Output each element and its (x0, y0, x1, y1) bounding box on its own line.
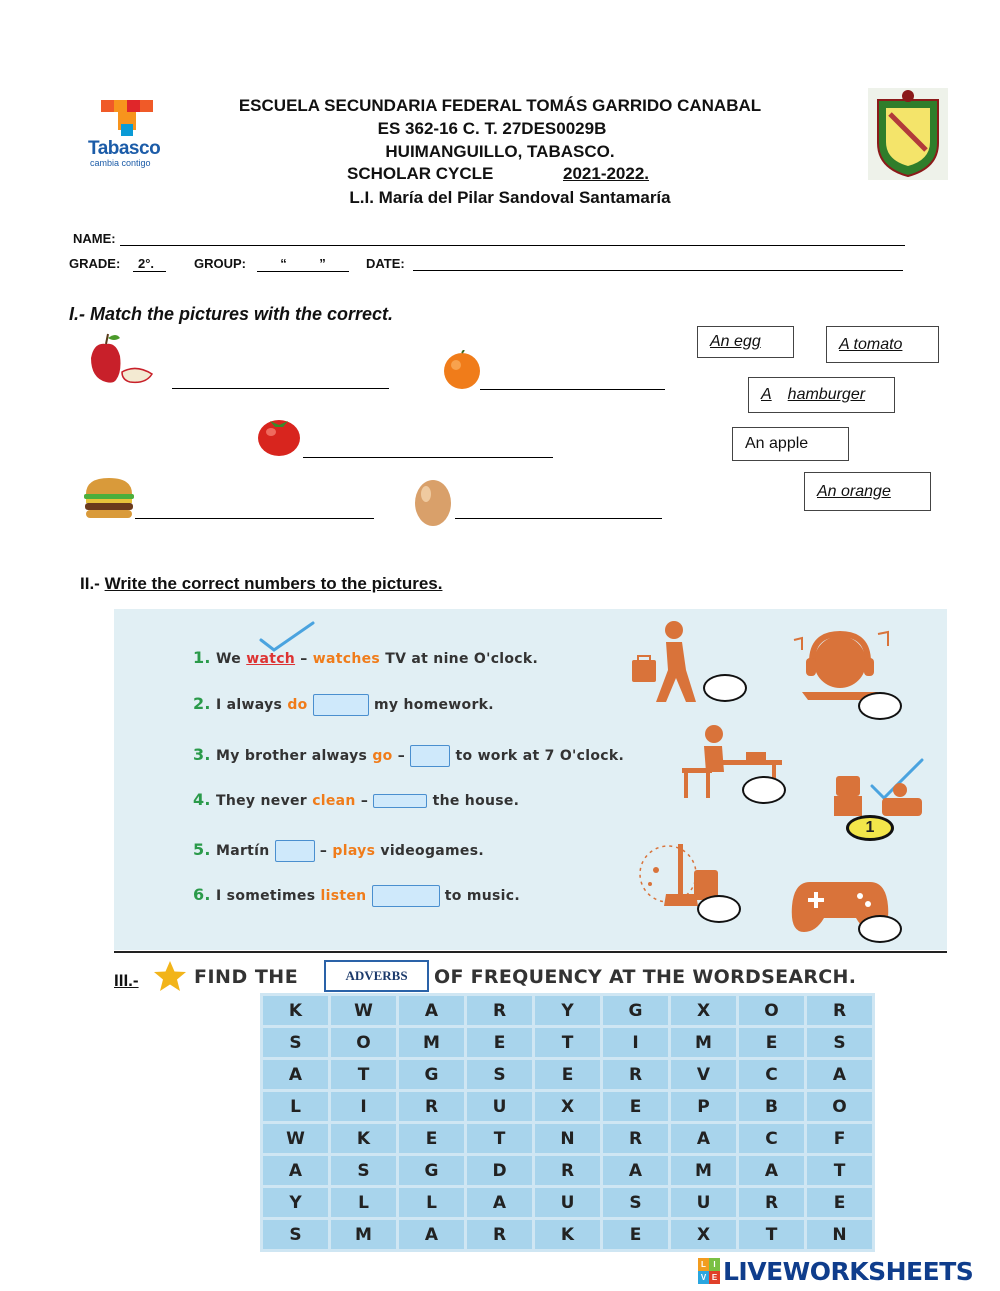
verb-base: clean (312, 793, 356, 809)
teacher-name: L.I. María del Pilar Sandoval Santamaría (349, 188, 671, 207)
wordsearch-cell[interactable]: S (807, 1028, 872, 1057)
sentence-3 (193, 745, 624, 767)
sentence-text: my homework. (373, 697, 494, 713)
wordsearch-cell[interactable]: R (399, 1092, 464, 1121)
wordsearch-cell[interactable]: N (535, 1124, 600, 1153)
section3-text-a: FIND THE (194, 966, 299, 988)
wordsearch-cell[interactable]: G (399, 1156, 464, 1185)
verb-base: do (287, 697, 308, 713)
wordsearch-cell[interactable]: R (535, 1156, 600, 1185)
logo-tagline: cambia contigo (90, 158, 151, 168)
sentence-text: to music. (444, 888, 520, 904)
name-field[interactable] (120, 245, 905, 246)
wordsearch-cell[interactable]: X (535, 1092, 600, 1121)
verb-input[interactable] (410, 745, 450, 767)
verb-base: go (372, 748, 393, 764)
verb-input[interactable] (313, 694, 369, 716)
date-field[interactable] (413, 270, 903, 271)
sentence-5 (193, 840, 484, 862)
sentence-text: Martín (216, 843, 270, 859)
answer-line-tomato[interactable] (303, 457, 553, 458)
group-label: GROUP: (194, 256, 246, 271)
listening-music-icon (792, 630, 892, 700)
answer-oval-cleaning[interactable] (697, 895, 741, 923)
sentence-number: 5. (193, 840, 211, 859)
verb-answer: plays (332, 843, 376, 859)
wordsearch-cell[interactable]: I (603, 1028, 668, 1057)
wordsearch-cell[interactable]: S (263, 1220, 328, 1249)
wordsearch-cell[interactable]: E (535, 1060, 600, 1089)
wordsearch-cell[interactable]: X (671, 1220, 736, 1249)
wordsearch-cell[interactable]: Y (535, 996, 600, 1025)
sentence-number: 1. (193, 648, 211, 667)
wordsearch-row (263, 1188, 872, 1217)
tomato-picture (256, 413, 302, 457)
option-text: A tomato (839, 335, 903, 353)
wordsearch-cell[interactable]: V (671, 1060, 736, 1089)
cycle-label: SCHOLAR CYCLE (347, 164, 494, 183)
wordsearch-cell[interactable]: K (331, 1124, 396, 1153)
answer-oval-homework[interactable] (742, 776, 786, 804)
apple-picture (86, 332, 158, 386)
wordsearch-cell[interactable]: S (467, 1060, 532, 1089)
grade-label: GRADE: (69, 256, 121, 271)
verb-answer: watches (312, 651, 381, 667)
sentence-text: I always (216, 697, 283, 713)
sentence-text: My brother always (216, 748, 368, 764)
verb-input[interactable] (373, 794, 427, 808)
wordsearch-grid (260, 993, 875, 1252)
sentence-text: videogames. (380, 843, 484, 859)
wordsearch-cell[interactable]: S (331, 1156, 396, 1185)
sentence-6 (193, 885, 520, 907)
logo-name: Tabasco (88, 138, 161, 159)
orange-picture (442, 350, 482, 390)
brand-name: LIVEWORKSHEETS (723, 1256, 974, 1286)
wordsearch-cell[interactable]: C (739, 1060, 804, 1089)
wordsearch-cell[interactable]: G (399, 1060, 464, 1089)
sentence-text: to work at 7 O'clock. (455, 748, 625, 764)
answer-line-hamburger[interactable] (135, 518, 374, 519)
option-an-egg[interactable] (697, 326, 794, 358)
wordsearch-cell[interactable]: A (399, 996, 464, 1025)
wordsearch-cell[interactable]: M (331, 1220, 396, 1249)
school-crest (868, 88, 948, 180)
wordsearch-cell[interactable]: T (331, 1060, 396, 1089)
wordsearch-cell[interactable]: U (671, 1188, 736, 1217)
wordsearch-row (263, 1028, 872, 1057)
wordsearch-cell[interactable]: S (263, 1028, 328, 1057)
date-label: DATE: (366, 256, 405, 271)
walking-to-work-icon (628, 620, 708, 705)
wordsearch-cell[interactable]: R (739, 1188, 804, 1217)
sentence-number: 4. (193, 790, 211, 809)
watching-tv-icon (832, 752, 928, 822)
wordsearch-cell[interactable]: T (535, 1028, 600, 1057)
wordsearch-cell[interactable]: A (603, 1156, 668, 1185)
grade-value[interactable]: 2°. (133, 256, 166, 272)
section2-title: Write the correct numbers to the pictures. (104, 574, 443, 593)
section3-prefix: III.- (114, 971, 139, 990)
wordsearch-cell[interactable]: A (263, 1060, 328, 1089)
wordsearch-cell[interactable]: W (263, 1124, 328, 1153)
answer-oval-videogames[interactable] (858, 915, 902, 943)
answer-line-egg[interactable] (455, 518, 662, 519)
wordsearch-cell[interactable]: T (467, 1124, 532, 1153)
option-an-orange[interactable] (804, 472, 931, 511)
wordsearch-cell[interactable]: N (807, 1220, 872, 1249)
wordsearch-cell[interactable]: U (467, 1092, 532, 1121)
verb-input[interactable] (275, 840, 315, 862)
school-code: ES 362-16 C. T. 27DES0029B (377, 119, 607, 138)
wordsearch-cell[interactable]: A (671, 1124, 736, 1153)
name-label: NAME: (73, 231, 116, 246)
answer-oval-music[interactable] (858, 692, 902, 720)
wordsearch-cell[interactable]: G (603, 996, 668, 1025)
wordsearch-cell[interactable]: S (603, 1188, 668, 1217)
wordsearch-cell[interactable]: R (807, 996, 872, 1025)
wordsearch-cell[interactable]: R (467, 996, 532, 1025)
wordsearch-cell[interactable]: E (739, 1028, 804, 1057)
sentence-text: the house. (432, 793, 520, 809)
wordsearch-row (263, 1220, 872, 1249)
sentence-2 (193, 694, 494, 716)
section1-title: I.- Match the pictures with the correct. (69, 304, 394, 324)
egg-picture (412, 476, 454, 528)
wordsearch-cell[interactable]: C (739, 1124, 804, 1153)
badge-cell: I (709, 1258, 720, 1271)
wordsearch-cell[interactable]: T (807, 1156, 872, 1185)
school-name: ESCUELA SECUNDARIA FEDERAL TOMÁS GARRIDO CANABAL (238, 96, 762, 115)
dash: – (319, 843, 328, 859)
sentence-text: TV at nine O'clock. (385, 651, 539, 667)
school-location: HUIMANGUILLO, TABASCO. (385, 142, 615, 161)
star-icon (152, 960, 188, 992)
wordsearch-cell[interactable]: R (603, 1060, 668, 1089)
adverbs-label: ADVERBS (345, 968, 408, 983)
sentence-number: 6. (193, 885, 211, 904)
wordsearch-cell[interactable]: M (671, 1028, 736, 1057)
option-a-hamburger[interactable] (748, 377, 895, 413)
sentence-number: 3. (193, 745, 211, 764)
wordsearch-cell[interactable]: K (535, 1220, 600, 1249)
wordsearch-cell[interactable]: P (671, 1092, 736, 1121)
tomato-icon (256, 413, 302, 457)
wordsearch-cell[interactable]: R (467, 1220, 532, 1249)
hamburger-icon (80, 474, 138, 522)
cycle-value: 2021-2022. (563, 164, 650, 183)
sentence-text: I sometimes (216, 888, 316, 904)
sentence-text: We (216, 651, 242, 667)
wordsearch-cell[interactable]: B (739, 1092, 804, 1121)
crest-icon (868, 88, 948, 180)
wordsearch-cell[interactable]: I (331, 1092, 396, 1121)
wordsearch-row (263, 996, 872, 1025)
wordsearch-cell[interactable]: F (807, 1124, 872, 1153)
section2-heading (80, 574, 442, 594)
wordsearch-cell[interactable]: Y (263, 1188, 328, 1217)
answer-oval-work[interactable] (703, 674, 747, 702)
example-badge-number: 1 (865, 819, 875, 836)
wordsearch-row (263, 1060, 872, 1089)
wordsearch-cell[interactable]: L (263, 1092, 328, 1121)
dash: – (397, 748, 406, 764)
wordsearch-cell[interactable]: E (399, 1124, 464, 1153)
adverbs-box (324, 960, 429, 992)
wordsearch-cell[interactable]: E (807, 1188, 872, 1217)
verb-base: listen (320, 888, 367, 904)
badge-cell: L (698, 1258, 709, 1271)
wordsearch-cell[interactable]: A (399, 1220, 464, 1249)
liveworksheets-logo (698, 1257, 973, 1285)
wordsearch-cell[interactable]: K (263, 996, 328, 1025)
dash: – (360, 793, 369, 809)
hamburger-picture (80, 474, 138, 522)
badge-cell: V (698, 1271, 709, 1284)
wordsearch-row (263, 1156, 872, 1185)
sentence-4 (193, 790, 519, 809)
badge-cell: E (709, 1271, 720, 1284)
wordsearch-cell[interactable]: E (603, 1220, 668, 1249)
option-text: An egg (710, 333, 761, 350)
wordsearch-row (263, 1124, 872, 1153)
verb-base: watch (246, 651, 296, 667)
wordsearch-cell[interactable]: L (331, 1188, 396, 1217)
option-text: An apple (745, 435, 809, 452)
apple-icon (86, 332, 158, 386)
live-badge (698, 1258, 720, 1284)
wordsearch-cell[interactable]: E (603, 1092, 668, 1121)
wordsearch-cell[interactable]: M (399, 1028, 464, 1057)
wordsearch-cell[interactable]: U (535, 1188, 600, 1217)
section3-text-b: OF FREQUENCY AT THE WORDSEARCH. (434, 966, 857, 988)
egg-icon (412, 476, 454, 528)
section2-prefix: II.- (80, 574, 100, 593)
option-text: A (761, 386, 772, 403)
answer-line-orange[interactable] (480, 389, 665, 390)
example-badge (846, 815, 894, 841)
dash: – (300, 651, 308, 667)
wordsearch-cell[interactable]: O (739, 996, 804, 1025)
sentence-number: 2. (193, 694, 211, 713)
wordsearch-cell[interactable]: O (807, 1092, 872, 1121)
panel-bottom-rule (114, 951, 947, 953)
verb-input[interactable] (372, 885, 440, 907)
wordsearch-cell[interactable]: O (331, 1028, 396, 1057)
sentence-1 (193, 648, 538, 667)
sentence-text: They never (216, 793, 307, 809)
option-a-tomato[interactable] (826, 326, 939, 363)
wordsearch-cell[interactable]: A (739, 1156, 804, 1185)
wordsearch-cell[interactable]: E (467, 1028, 532, 1057)
wordsearch-cell[interactable]: L (399, 1188, 464, 1217)
answer-line-apple[interactable] (172, 388, 389, 389)
wordsearch-cell[interactable]: A (467, 1188, 532, 1217)
wordsearch-cell[interactable]: A (263, 1156, 328, 1185)
option-an-apple[interactable] (732, 427, 849, 461)
group-value[interactable]: “ ” (257, 256, 349, 272)
wordsearch-cell[interactable]: D (467, 1156, 532, 1185)
wordsearch-cell[interactable]: R (603, 1124, 668, 1153)
wordsearch-row (263, 1092, 872, 1121)
wordsearch-cell[interactable]: A (807, 1060, 872, 1089)
wordsearch-cell[interactable]: X (671, 996, 736, 1025)
wordsearch-cell[interactable]: W (331, 996, 396, 1025)
option-text: hamburger (787, 386, 866, 403)
wordsearch-cell[interactable]: M (671, 1156, 736, 1185)
orange-icon (442, 350, 482, 390)
option-text: An orange (817, 482, 891, 500)
wordsearch-cell[interactable]: T (739, 1220, 804, 1249)
